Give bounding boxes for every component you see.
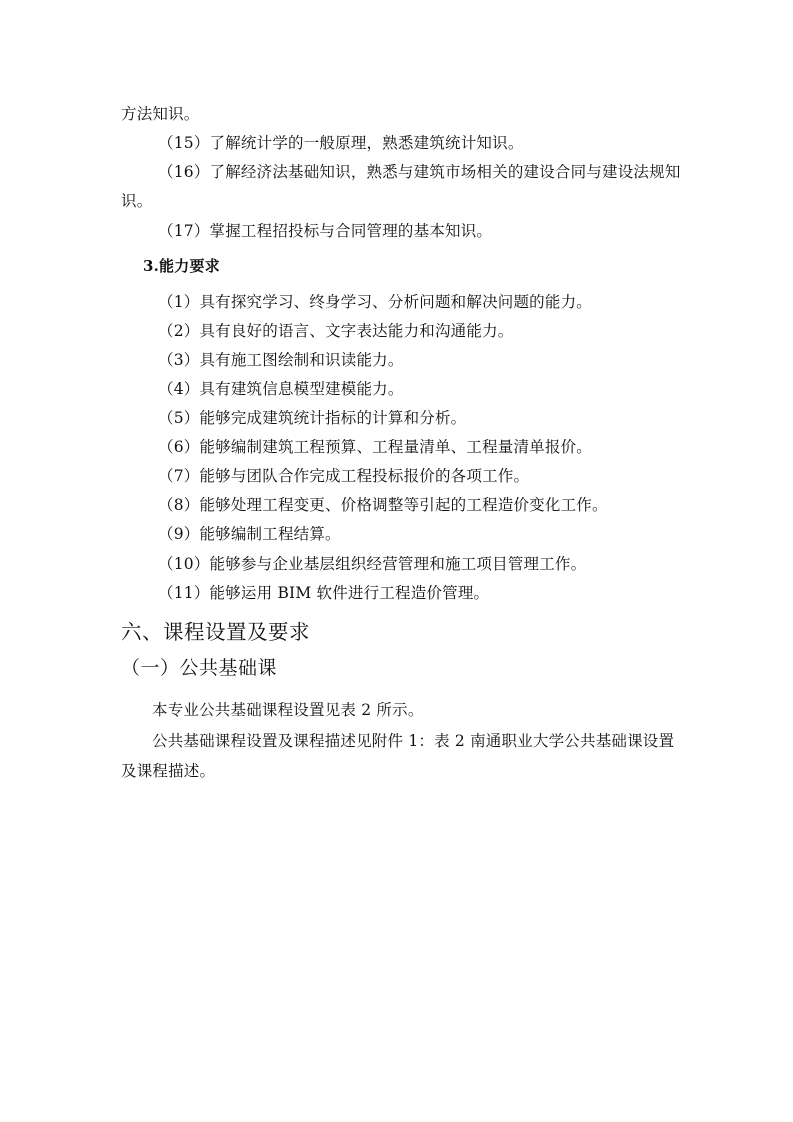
- ability-item: （7）能够与团队合作完成工程投标报价的各项工作。: [158, 467, 530, 485]
- paragraph: 本专业公共基础课程设置见表 2 所示。: [152, 701, 424, 719]
- ability-item: （10）能够参与企业基层组织经营管理和施工项目管理工作。: [158, 555, 587, 573]
- knowledge-item-16-line-1: （16）了解经济法基础知识，熟悉与建筑市场相关的建设合同与建设法规知: [158, 163, 681, 181]
- knowledge-item-15: （15）了解统计学的一般原理，熟悉建筑统计知识。: [158, 134, 524, 152]
- paragraph-line-1: 公共基础课程设置及课程描述见附件 1：表 2 南通职业大学公共基础课设置: [152, 732, 675, 750]
- paragraph-line-2: 及课程描述。: [121, 762, 216, 780]
- ability-item: （4）具有建筑信息模型建模能力。: [158, 380, 404, 398]
- ability-item: （3）具有施工图绘制和识读能力。: [158, 351, 404, 369]
- ability-item: （1）具有探究学习、终身学习、分析问题和解决问题的能力。: [158, 293, 592, 311]
- knowledge-item-17: （17）掌握工程招投标与合同管理的基本知识。: [158, 222, 493, 240]
- ability-item: （8）能够处理工程变更、价格调整等引起的工程造价变化工作。: [158, 496, 608, 514]
- ability-item: （5）能够完成建筑统计指标的计算和分析。: [158, 409, 467, 427]
- subsection-title: （一）公共基础课: [121, 657, 278, 679]
- section-title: 六、课程设置及要求: [121, 620, 310, 644]
- knowledge-item-14-continuation: 方法知识。: [121, 105, 200, 123]
- ability-item: （9）能够编制工程结算。: [158, 525, 341, 543]
- ability-item: （6）能够编制建筑工程预算、工程量清单、工程量清单报价。: [158, 438, 592, 456]
- ability-item: （2）具有良好的语言、文字表达能力和沟通能力。: [158, 322, 514, 340]
- knowledge-item-16-line-2: 识。: [121, 192, 153, 210]
- ability-heading: 3.能力要求: [143, 257, 220, 275]
- ability-item: （11）能够运用 BIM 软件进行工程造价管理。: [158, 584, 490, 602]
